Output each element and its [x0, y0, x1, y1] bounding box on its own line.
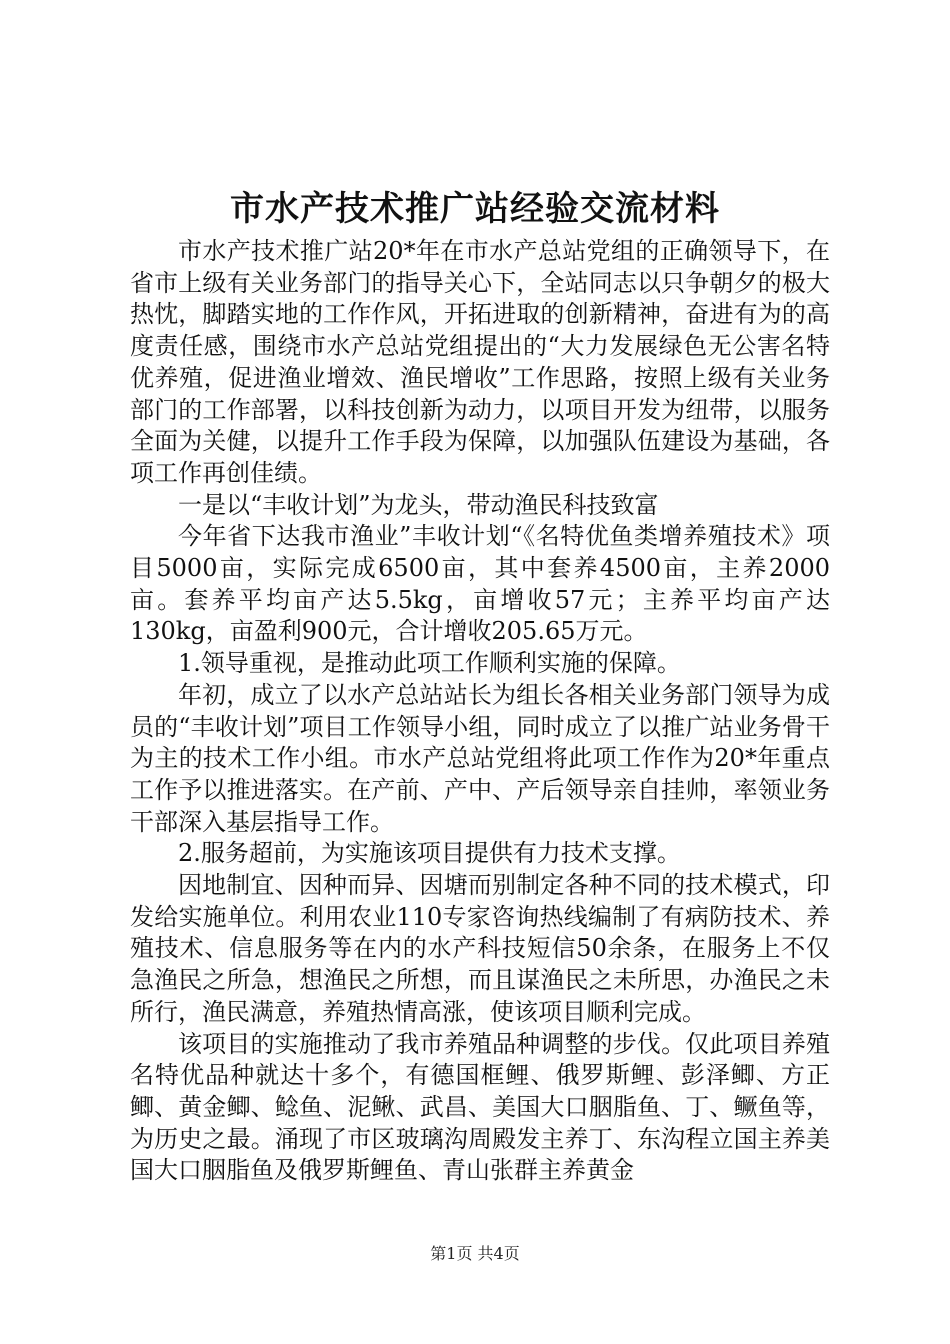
section-heading-1: 一是以“丰收计划”为龙头，带动渔民科技致富: [178, 490, 659, 519]
paragraph-intro: 市水产技术推广站20*年在市水产总站党组的正确领导下，在省市上级有关业务部门的指导关心下，全站同志以只争朝夕的极大热忱，脚踏实地的工作作风，开拓进取的创新精神，奋进有为的高度责任感，围绕市水产总站党组提出的“大力发展绿色无公害名特优养殖，促进渔业增效、渔民增收”工作思路，按照上级有关业务部门的工作部署，以科技创新为动力，以项目开发为纽带，以服务全面为关健，以提升工作手段为保障，以加强队伍建设为基础，各项工作再创佳绩。: [130, 237, 830, 487]
subheading-2: 2.服务超前，为实施该项目提供有力技术支撑。: [178, 839, 681, 868]
subheading-1: 1.领导重视，是推动此项工作顺利实施的保障。: [178, 649, 681, 678]
document-body: [130, 236, 830, 1187]
paragraph-harvest-plan: 今年省下达我市渔业”丰收计划“《名特优鱼类增养殖技术》项目5000亩，实际完成6500亩，其中套养4500亩，主养2000亩。套养平均亩产达5.5kg，亩增收57元；主养平均亩产达130kg，亩盈利900元，合计增收205.65万元。: [130, 522, 830, 646]
paragraph-leadership: 年初，成立了以水产总站站长为组长各相关业务部门领导为成员的“丰收计划”项目工作领导小组，同时成立了以推广站业务骨干为主的技术工作小组。市水产总站党组将此项工作作为20*年重点工作予以推进落实。在产前、产中、产后领导亲自挂帅，率领业务干部深入基层指导工作。: [130, 680, 830, 836]
paragraph-species: 该项目的实施推动了我市养殖品种调整的步伐。仅此项目养殖名特优品种就达十多个，有德国框鲤、俄罗斯鲤、彭泽鲫、方正鲫、黄金鲫、鲶鱼、泥鳅、武昌、美国大口胭脂鱼、丁、鳜鱼等，为历史之最。涌现了市区玻璃沟周殿发主养丁、东沟程立国主养美国大口胭脂鱼及俄罗斯鲤鱼、青山张群主养黄金: [130, 1029, 830, 1185]
page-number-footer: 第1页 共4页: [430, 1244, 520, 1263]
page-title: 市水产技术推广站经验交流材料: [230, 189, 720, 229]
paragraph-service: 因地制宜、因种而异、因塘而别制定各种不同的技术模式，印发给实施单位。利用农业110专家咨询热线编制了有病防技术、养殖技术、信息服务等在内的水产科技短信50余条，在服务上不仅急渔民之所急，想渔民之所想，而且谋渔民之未所思，办渔民之未所行，渔民满意，养殖热情高涨，使该项目顺利完成。: [130, 871, 830, 1026]
